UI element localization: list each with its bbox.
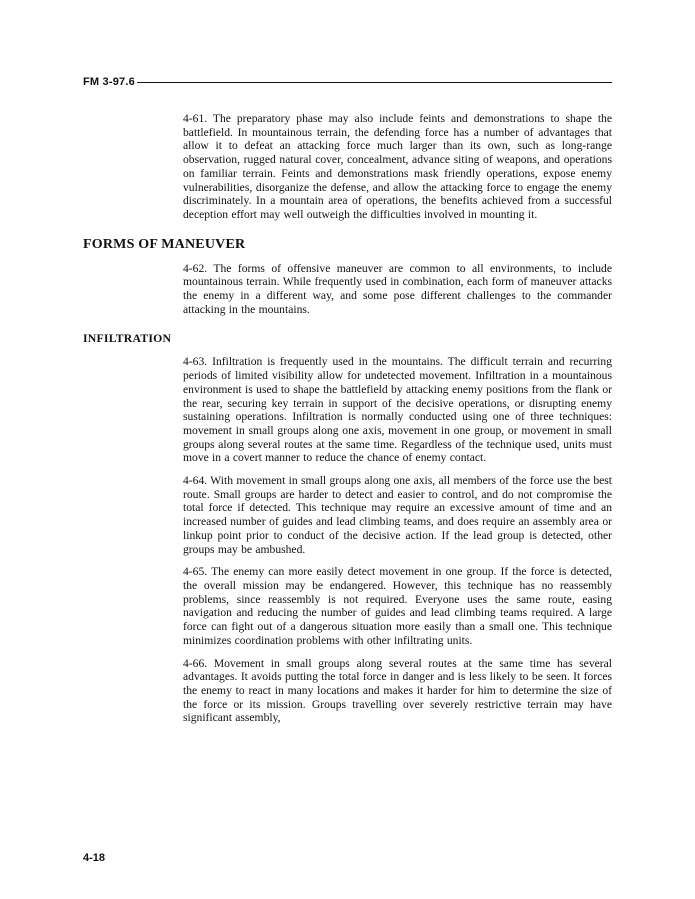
body-paragraph: 4-62. The forms of offensive maneuver are common to all environments, to include mountainous terrain. While frequently used in combination, each form of maneuver attacks the enemy in a different way, and some pose different challenges to the commander attacking in the mountains. — [183, 261, 612, 316]
body-paragraph: 4-65. The enemy can more easily detect movement in one group. If the force is detected, the overall mission may be endangered. However, this technique has no reassembly problems, since reassembly is not required. Everyone uses the same route, easing navigation and reducing the number of guides and lead climbing teams required. A large force can fight out of a dangerous situation more easily than a small one. This technique minimizes coordination problems with other infiltrating units. — [183, 565, 612, 647]
header-rule-line — [137, 82, 612, 83]
section-heading: FORMS OF MANEUVER — [83, 236, 246, 252]
body-paragraph: 4-66. Movement in small groups along several routes at the same time has several advantages. It avoids putting the total force in danger and is less likely to be seen. It forces the enemy to react in many locations and makes it harder for him to determine the size of the force or its mission. Groups travelling over severely restrictive terrain may have significant assembly, — [183, 656, 612, 725]
body-paragraph: 4-61. The preparatory phase may also include feints and demonstrations to shape the battlefield. In mountainous terrain, the defending force has a number of advantages that allow it to defeat an attacking force much larger than its own, such as long-range observation, rugged natural cover, concealment, advance siting of weapons, and operations on familiar terrain. Feints and demonstrations mask friendly operations, expose enemy vulnerabilities, disorganize the defense, and allow the attacking force to engage the enemy discriminately. In a mountain area of operations, the benefits achieved from a successful deception effort may well outweigh the difficulties involved in mounting it. — [183, 112, 612, 221]
subsection-heading: INFILTRATION — [83, 331, 172, 346]
body-paragraph: 4-64. With movement in small groups along one axis, all members of the force use the best route. Small groups are harder to detect and easier to control, and do not compromise the total force if detected. This technique may require an excessive amount of time and an increased number of guides and lead climbing teams, and does require an assembly area or linkup point prior to conduct of the decisive action. If the lead group is detected, other groups may be ambushed. — [183, 474, 612, 556]
page-body — [83, 112, 612, 734]
running-footer — [83, 848, 105, 866]
document-id: FM 3-97.6 — [83, 76, 135, 88]
page-number: 4-18 — [83, 852, 106, 864]
running-header — [83, 76, 612, 88]
body-paragraph: 4-63. Infiltration is frequently used in the mountains. The difficult terrain and recurring periods of limited visibility allow for undetected movement. Infiltration in a mountainous environment is used to shape the battlefield by attacking enemy positions from the flank or the rear, securing key terrain in support of the decisive operations, or disrupting enemy sustaining operations. Infiltration is normally conducted using one of three techniques: movement in small groups along one axis, movement in one group, or movement in small groups along several routes at the same time. Regardless of the technique used, units must move in a covert manner to reduce the chance of enemy contact. — [183, 355, 612, 465]
